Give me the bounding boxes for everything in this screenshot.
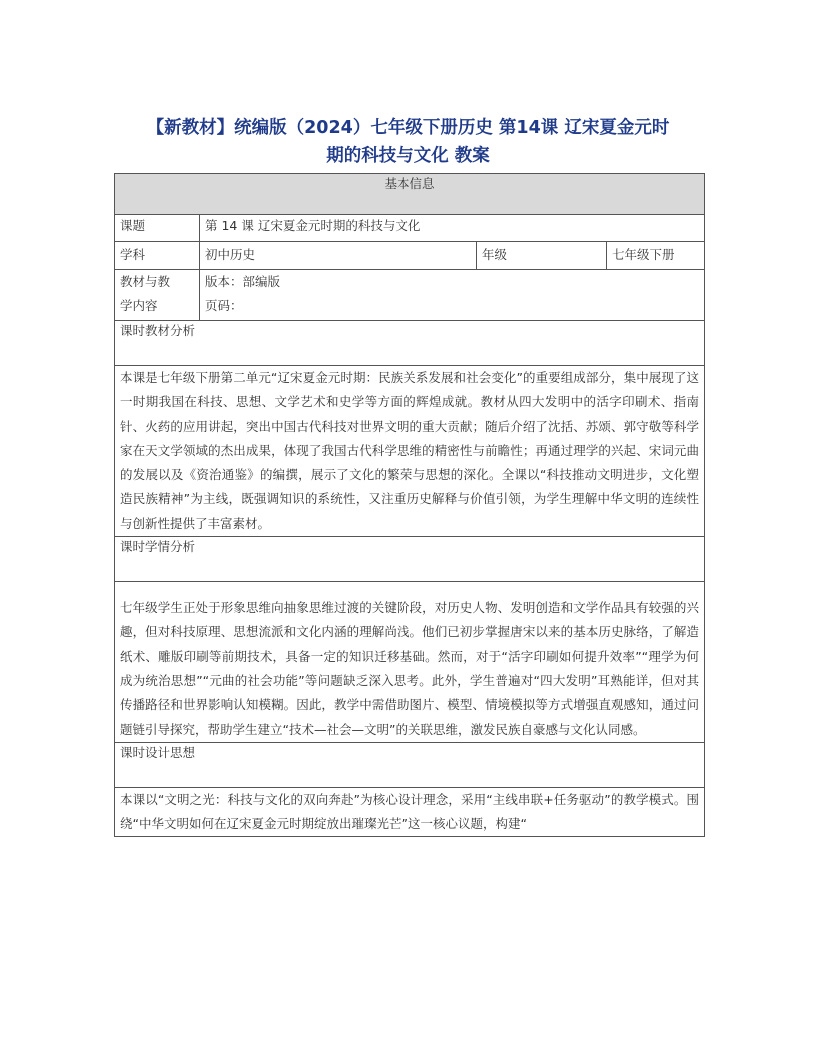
section-3-body-row: [115, 787, 705, 837]
subject-label: 学科: [115, 242, 200, 270]
pages-text: 页码：: [205, 298, 243, 313]
section-3-title-row: [115, 742, 705, 787]
grade-value: 七年级下册: [607, 242, 705, 270]
basic-info-header: 基本信息: [115, 174, 705, 215]
section-3-title: 课时设计思想: [115, 742, 705, 787]
section-3-body: 本课以“文明之光：科技与文化的双向奔赴”为核心设计理念，采用“主线串联+任务驱动”的教学模式。围绕“中华文明如何在辽宋夏金元时期绽放出璀璨光芒”这一核心议题，构建“: [115, 787, 705, 837]
document-title: [100, 114, 716, 170]
title-line-1: 【新教材】统编版（2024）七年级下册历史 第14课 辽宋夏金元时: [146, 118, 670, 138]
section-1-title-row: [115, 321, 705, 366]
table-header-row: [115, 174, 705, 215]
material-label-line-1: 教材与教: [120, 274, 171, 289]
material-label-line-2: 学内容: [120, 298, 158, 313]
section-2-title: 课时学情分析: [115, 537, 705, 582]
subject-value: 初中历史: [200, 242, 477, 270]
section-1-body: 本课是七年级下册第二单元“辽宋夏金元时期：民族关系发展和社会变化”的重要组成部分，集中展现了这一时期我国在科技、思想、文学艺术和史学等方面的辉煌成就。教材从四大发明中的活字印刷术、指南针、火药的应用讲起，突出中国古代科技对世界文明的重大贡献；随后介绍了沈括、苏颂、郭守敬等科学家在天文学领域的杰出成果，体现了我国古代科学思维的精密性与前瞻性；再通过理学的兴起、宋词元曲的发展以及《资治通鉴》的编撰，展示了文化的繁荣与思想的深化。全课以“科技推动文明进步，文化塑造民族精神”为主线，既强调知识的系统性，又注重历史解释与价值引领，为学生理解中华文明的连续性与创新性提供了丰富素材。: [115, 366, 705, 537]
version-text: 版本：部编版: [205, 274, 281, 289]
grade-label: 年级: [477, 242, 607, 270]
topic-row: [115, 215, 705, 242]
material-label: [115, 270, 200, 321]
section-1-body-row: [115, 366, 705, 537]
lesson-info-table: [114, 173, 705, 837]
material-value: [200, 270, 705, 321]
subject-row: [115, 242, 705, 270]
topic-label: 课题: [115, 215, 200, 242]
topic-value: 第 14 课 辽宋夏金元时期的科技与文化: [200, 215, 705, 242]
material-row: [115, 270, 705, 321]
section-1-title: 课时教材分析: [115, 321, 705, 366]
section-2-title-row: [115, 537, 705, 582]
section-2-body-row: [115, 582, 705, 743]
title-line-2: 期的科技与文化 教案: [326, 146, 490, 166]
section-2-body: 七年级学生正处于形象思维向抽象思维过渡的关键阶段，对历史人物、发明创造和文学作品具有较强的兴趣，但对科技原理、思想流派和文化内涵的理解尚浅。他们已初步掌握唐宋以来的基本历史脉络，了解造纸术、雕版印刷等前期技术，具备一定的知识迁移基础。然而，对于“活字印刷如何提升效率”“理学为何成为统治思想”“元曲的社会功能”等问题缺乏深入思考。此外，学生普遍对“四大发明”耳熟能详，但对其传播路径和世界影响认知模糊。因此，教学中需借助图片、模型、情境模拟等方式增强直观感知，通过问题链引导探究，帮助学生建立“技术—社会—文明”的关联思维，激发民族自豪感与文化认同感。: [115, 582, 705, 743]
